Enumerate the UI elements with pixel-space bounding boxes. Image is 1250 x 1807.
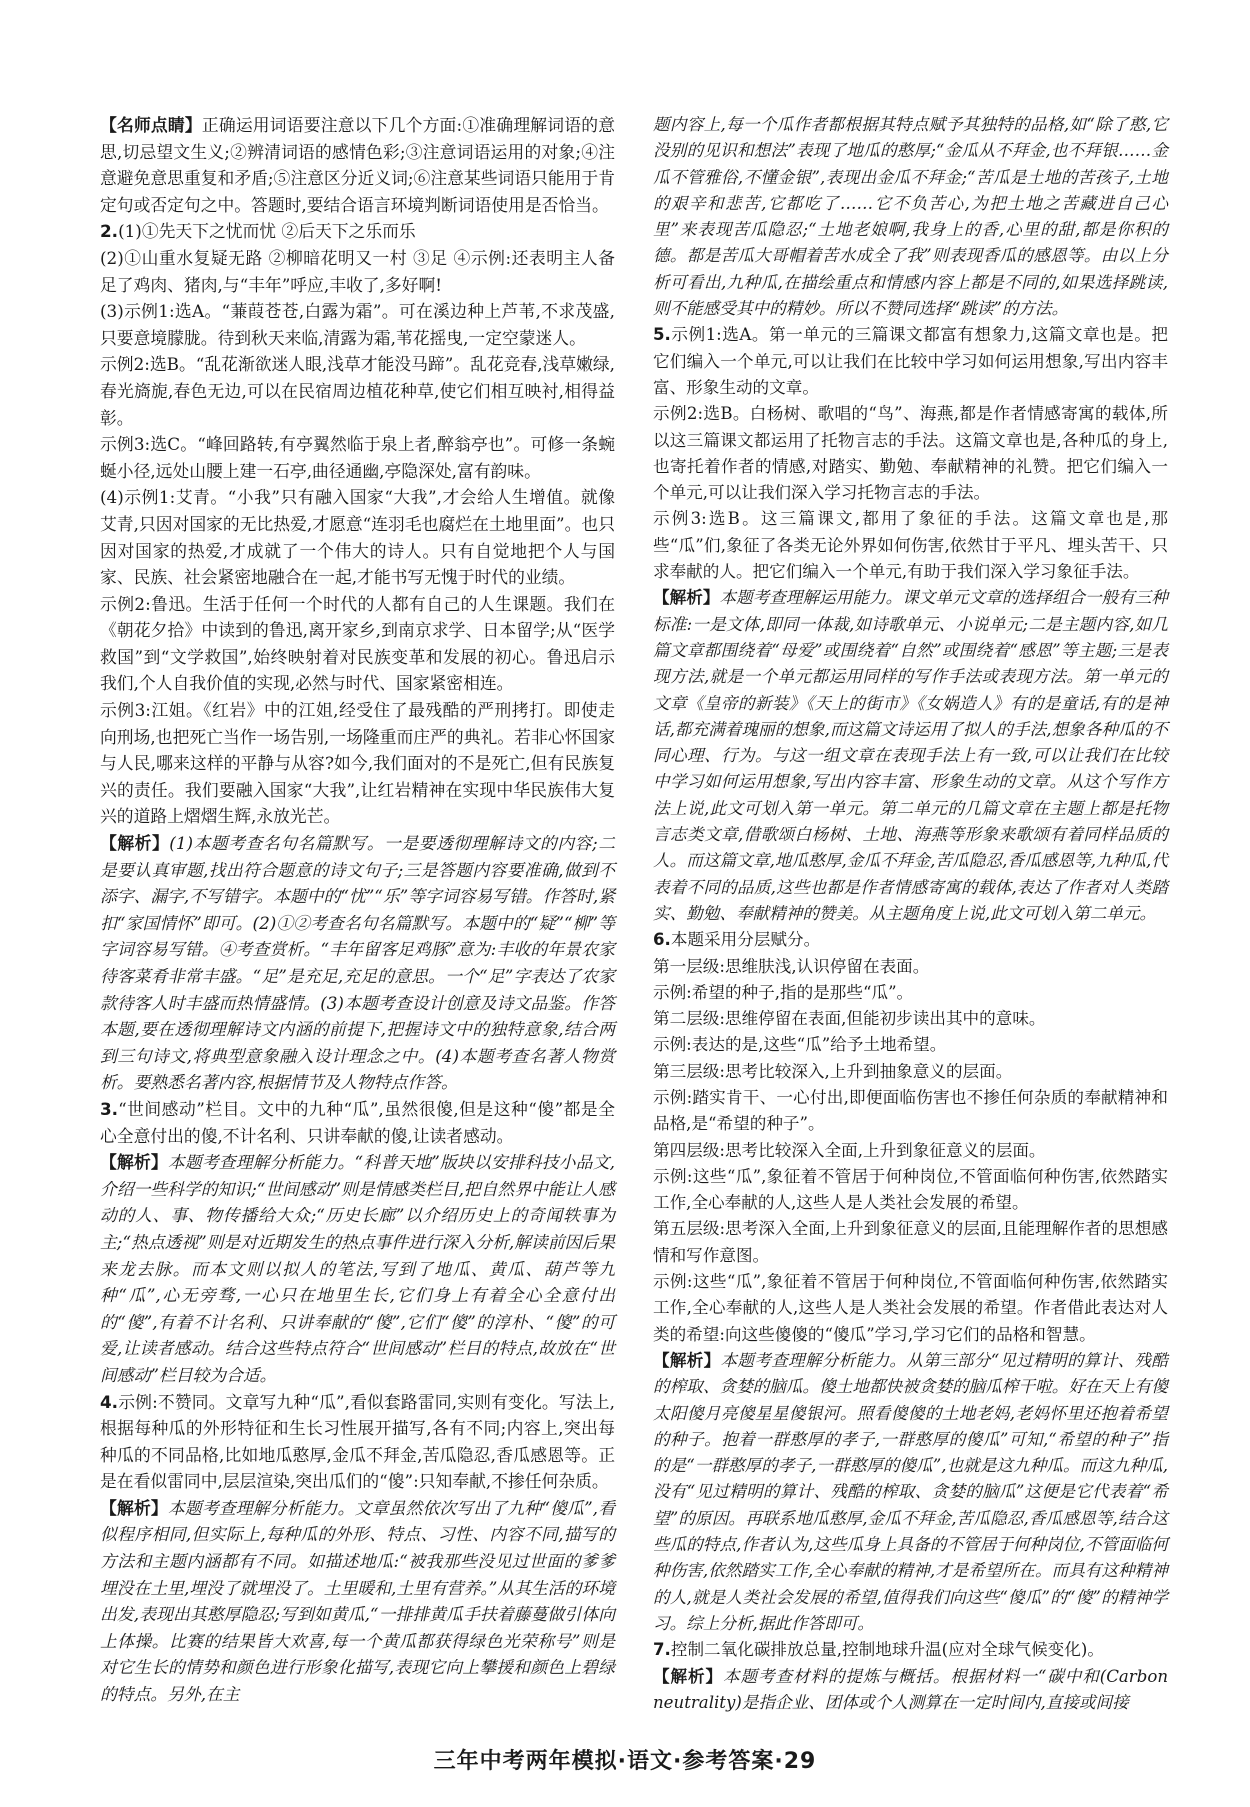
analysis-text: 本题考查理解分析能力。“科普天地”版块以安排科技小品文,介绍一些科学的知识;“世间感动”则是情感类栏目,把自然界中能让人感动的人、事、物传播给大众;“历史长廊”以介绍历史上的奇闻轶事为主;“热点透视”则是对近期发生的热点事件进行深入分析,解读前因后果来龙去脉。而本文则以拟人的笔法,写到了地瓜、黄瓜、葫芦等九种“瓜”,心无旁骛,一心只在地里生长,它们身上有着全心全意付出的“傻”,有着不计名利、只讲奉献的“傻”,它们“傻”的淳朴、“傻”的可爱,让读者感动。结合这些特点符合“世间感动”栏目的特点,故放在“世间感动”栏目较为合适。 bbox=[100, 1152, 615, 1385]
q5-answer-1 bbox=[653, 322, 1168, 401]
answer-text: 示例1:选A。第一单元的三篇课文都富有想象力,这篇文章也是。把它们编入一个单元,可以让我们在比较中学习如何运用想象,写出内容丰富、形象生动的文章。 bbox=[653, 325, 1168, 397]
teacher-tip-tag: 【名师点睛】 bbox=[100, 115, 202, 135]
q6-level5-example: 示例:这些“瓜”,象征着不管居于何种岗位,不管面临何种伤害,依然踏实工作,全心奉献的人,这些人是人类社会发展的希望。作者借此表达对人类的希望:向这些傻傻的“傻瓜”学习,学习它们的品格和智慧。 bbox=[653, 1272, 1168, 1344]
teacher-tip bbox=[100, 112, 615, 218]
question-number: 4. bbox=[100, 1391, 119, 1412]
q7-answer bbox=[653, 1637, 1168, 1663]
q3-answer bbox=[100, 1096, 615, 1149]
q4-analysis bbox=[100, 1495, 615, 1708]
right-column bbox=[653, 112, 1168, 1716]
answer-text: (1)①先天下之忧而忧 ②后天下之乐而乐 bbox=[118, 221, 416, 242]
q2-part4: 示例2:选B。“乱花渐欲迷人眼,浅草才能没马蹄”。乱花竞春,浅草嫩绿,春光旖旎,春色无边,可以在民宿周边植花种草,使它们相互映衬,相得益彰。 bbox=[100, 354, 615, 428]
q2-analysis bbox=[100, 830, 615, 1096]
q6-level5: 第五层级:思考深入全面,上升到象征意义的层面,且能理解作者的思想感情和写作意图。 bbox=[653, 1219, 1168, 1265]
q2-part2: (2)①山重水复疑无路 ②柳暗花明又一村 ③足 ④示例:还表明主人备足了鸡肉、猪肉,与“丰年”呼应,丰收了,多好啊! bbox=[100, 247, 615, 295]
q7-analysis bbox=[653, 1664, 1168, 1717]
q3-analysis bbox=[100, 1149, 615, 1388]
q2-part5: 示例3:选C。“峰回路转,有亭翼然临于泉上者,醉翁亭也”。可修一条蜿蜒小径,远处山腰上建一石亭,曲径通幽,亭隐深处,富有韵味。 bbox=[100, 434, 615, 481]
q6-level3: 第三层级:思考比较深入,上升到抽象意义的层面。 bbox=[653, 1061, 1013, 1081]
question-number: 2. bbox=[100, 221, 119, 242]
teacher-tip-text: 正确运用词语要注意以下几个方面:①准确理解词语的意思,切忌望文生义;②辨清词语的感情色彩;③注意词语运用的对象;④注意避免意思重复和矛盾;⑤注意区分近义词;⑥注意某些词语只能用于肯定句或否定句之中。答题时,要结合语言环境判断词语使用是否恰当。 bbox=[100, 115, 615, 215]
analysis-tag: 【解析】 bbox=[653, 588, 720, 608]
page-footer: 三年中考两年模拟·语文·参考答案·29 bbox=[433, 1749, 817, 1774]
analysis-tag: 【解析】 bbox=[100, 1152, 168, 1173]
q6-analysis bbox=[653, 1348, 1168, 1637]
analysis-text: 本题考查理解分析能力。文章虽然依次写出了九种“傻瓜”,看似程序相同,但实际上,每种瓜的外形、特点、习性、内容不同,描写的方法和主题内涵都有不同。如描述地瓜:“被我那些没见过世面的爹爹埋没在土里,埋没了就埋没了。土里暖和,土里有营养。”从其生活的环境出发,表现出其憨厚隐忍;写到如黄瓜,“一排排黄瓜手扶着藤蔓做引体向上体操。比赛的结果皆大欢喜,每一个黄瓜都获得绿色光荣称号”则是对它生长的情势和颜色进行形象化描写,表现它向上攀援和颜色上碧绿的特点。另外,在主 bbox=[100, 1497, 615, 1705]
answer-text: 示例:不赞同。文章写九种“瓜”,看似套路雷同,实则有变化。写法上,根据每种瓜的外形特征和生长习性展开描写,各有不同;内容上,突出每种瓜的不同品格,比如地瓜憨厚,金瓜不拜金,苦瓜隐忍,香瓜感恩等。正是在看似雷同中,层层渲染,突出瓜们的“傻”:只知奉献,不掺任何杂质。 bbox=[100, 1391, 615, 1492]
q5-answer-2: 示例2:选B。白杨树、歌唱的“鸟”、海燕,都是作者情感寄寓的载体,所以这三篇课文都运用了托物言志的手法。这篇文章也是,各种瓜的身上,也寄托着作者的情感,对踏实、勤勉、奉献精神的礼赞。把它们编入一个单元,可以让我们深入学习托物言志的手法。 bbox=[653, 404, 1168, 503]
q4-answer bbox=[100, 1389, 615, 1495]
question-number: 3. bbox=[100, 1098, 119, 1119]
q2-part1 bbox=[100, 218, 615, 245]
q2-part7: 示例2:鲁迅。生活于任何一个时代的人都有自己的人生课题。我们在《朝花夕拾》中读到的鲁迅,离开家乡,到南京求学、日本留学;从“医学救国”到“文学救国”,始终映射着对民族变革和发展的初心。鲁迅启示我们,个人自我价值的实现,必然与时代、国家紧密相连。 bbox=[100, 593, 615, 694]
q6-level1-example: 示例:希望的种子,指的是那些“瓜”。 bbox=[653, 982, 914, 1002]
q6-intro bbox=[653, 927, 1168, 953]
q6-level3-example: 示例:踏实肯干、一心付出,即便面临伤害也不掺任何杂质的奉献精神和品格,是“希望的种子”。 bbox=[653, 1087, 1168, 1134]
analysis-text: 本题考查理解运用能力。课文单元文章的选择组合一般有三种标准:一是文体,即同一体裁,如诗歌单元、小说单元;二是主题内容,如几篇文章都围绕着“母爱”或围绕着“自然”或围绕着“感恩”等主题;三是表现方法,就是一个单元都运用同样的写作手法或表现方法。第一单元的文章《皇帝的新装》《天上的街市》《女娲造人》有的是童话,有的是神话,都充满着瑰丽的想象,而这篇文诗运用了拟人的手法,想象各种瓜的不同心理、行为。与这一组文章在表现手法上有一致,可以让我们在比较中学习如何运用想象,写出内容丰富、形象生动的文章。从这个写作方法上说,此文可划入第一单元。第二单元的几篇文章在主题上都是托物言志类文章,借歌颂白杨树、土地、海燕等形象来歌颂有着同样品质的人。而这篇文章,地瓜憨厚,金瓜不拜金,苦瓜隐忍,香瓜感恩等,九种瓜,代表着不同的品质,这些也都是作者情感寄寓的载体,表达了作者对人类踏实、勤勉、奉献精神的赞美。从主题角度上说,此文可划入第二单元。 bbox=[653, 588, 1169, 923]
q6-level4: 第四层级:思考比较深入全面,上升到象征意义的层面。 bbox=[653, 1140, 1046, 1160]
q2-part3: (3)示例1:选A。“蒹葭苍苍,白露为霜”。可在溪边种上芦苇,不求茂盛,只要意境朦胧。待到秋天来临,清露为霜,苇花摇曳,一定空蒙迷人。 bbox=[100, 301, 615, 348]
question-number: 6. bbox=[653, 930, 671, 950]
q6-level2: 第二层级:思维停留在表面,但能初步读出其中的意味。 bbox=[653, 1009, 1046, 1029]
question-number: 5. bbox=[653, 325, 671, 345]
q5-analysis bbox=[653, 585, 1168, 927]
left-column bbox=[100, 112, 615, 1708]
answer-text: 控制二氧化碳排放总量,控制地球升温(应对全球气候变化)。 bbox=[670, 1640, 1104, 1660]
q2-part6: (4)示例1:艾青。“小我”只有融入国家“大我”,才会给人生增值。就像艾青,只因对国家的无比热爱,才愿意“连羽毛也腐烂在土地里面”。也只因对国家的热爱,才成就了一个伟大的诗人。只有自觉地把个人与国家、民族、社会紧密地融合在一起,才能书写无愧于时代的业绩。 bbox=[100, 487, 615, 588]
q2-part8: 示例3:江姐。《红岩》中的江姐,经受住了最残酷的严刑拷打。即使走向刑场,也把死亡当作一场告别,一场隆重而庄严的典礼。若非心怀国家与人民,哪来这样的平静与从容?如今,我们面对的不是死亡,但有民族复兴的责任。我们要融入国家“大我”,让红岩精神在实现中华民族伟大复兴的道路上熠熠生辉,永放光芒。 bbox=[100, 700, 615, 827]
question-number: 7. bbox=[653, 1640, 671, 1660]
analysis-tag: 【解析】 bbox=[100, 1497, 168, 1518]
answer-text: 本题采用分层赋分。 bbox=[670, 930, 821, 950]
q4-analysis-continued: 题内容上,每一个瓜作者都根据其特点赋予其独特的品格,如“除了憨,它没别的见识和想法”表现了地瓜的憨厚;“金瓜从不拜金,也不拜银……金瓜不管雅俗,不懂金银”,表现出金瓜不拜金;“苦瓜是土地的苦孩子,土地的艰辛和悲苦,它都吃了……它不负苦心,为把土地之苦藏进自己心里”来表现苦瓜隐忍;“土地老娘啊,我身上的香,心里的甜,都是你积的德。都是苦瓜大哥帽着苦水成全了我”则表现香瓜的感恩等。由以上分析可看出,九种瓜,在描绘重点和情感内容上都是不同的,如果选择跳读,则不能感受其中的精妙。所以不赞同选择“跳读”的方法。 bbox=[653, 115, 1168, 319]
answer-text: “世间感动”栏目。文中的九种“瓜”,虽然很傻,但是这种“傻”都是全心全意付出的傻,不计名利、只讲奉献的傻,让读者感动。 bbox=[100, 1098, 615, 1146]
analysis-tag: 【解析】 bbox=[653, 1350, 721, 1370]
analysis-text: 本题考查理解分析能力。从第三部分“见过精明的算计、残酷的榨取、贪婪的脑瓜。傻土地都快被贪婪的脑瓜榨干啦。好在天上有傻太阳傻月亮傻星星傻银河。照看傻傻的土地老妈,老妈怀里还抱着希望的种子。抱着一群憨厚的孝子,一群憨厚的傻瓜”可知,“希望的种子”指的是“一群憨厚的孝子,一群憨厚的傻瓜”,也就是这九种瓜。而这九种瓜,没有“见过精明的算计、残酷的榨取、贪婪的脑瓜”这便是它代表着“希望”的原因。再联系地瓜憨厚,金瓜不拜金,苦瓜隐忍,香瓜感恩等,结合这些瓜的特点,作者认为,这些瓜身上具备的不管居于何种岗位,不管面临何种伤害,依然踏实工作,全心奉献的精神,才是希望所在。而具有这种精神的人,就是人类社会发展的希望,值得我们向这些“傻瓜”的“傻”的精神学习。综上分析,据此作答即可。 bbox=[653, 1350, 1169, 1633]
q6-level4-example: 示例:这些“瓜”,象征着不管居于何种岗位,不管面临何种伤害,依然踏实工作,全心奉献的人,这些人是人类社会发展的希望。 bbox=[653, 1166, 1168, 1213]
q6-level2-example: 示例:表达的是,这些“瓜”给予土地希望。 bbox=[653, 1035, 947, 1055]
q6-level1: 第一层级:思维肤浅,认识停留在表面。 bbox=[653, 956, 930, 976]
analysis-text: (1)本题考查名句名篇默写。一是要透彻理解诗文的内容;二是要认真审题,找出符合题意的诗文句子;三是答题内容要准确,做到不添字、漏字,不写错字。本题中的“忧”“乐”等字词容易写错。作答时,紧扣“家国情怀”即可。(2)①②考查名句名篇默写。本题中的“疑”“柳”等字词容易写错。④考查赏析。“丰年留客足鸡豚”意为:丰收的年景农家待客菜肴非常丰盛。“足”是充足,充足的意思。一个“足”字表达了农家款待客人时丰盛而热情盛情。(3)本题考查设计创意及诗文品鉴。作答本题,要在透彻理解诗文内涵的前提下,把握诗文中的独特意象,结合两到三句诗文,将典型意象融入设计理念之中。(4)本题考查名著人物赏析。要熟悉名著内容,根据情节及人物特点作答。 bbox=[100, 833, 615, 1093]
analysis-tag: 【解析】 bbox=[653, 1666, 723, 1686]
q5-answer-3: 示例3:选B。这三篇课文,都用了象征的手法。这篇文章也是,那些“瓜”们,象征了各类无论外界如何伤害,依然甘于平凡、埋头苦干、只求奉献的人。把它们编入一个单元,有助于我们深入学习象征手法。 bbox=[653, 509, 1168, 582]
analysis-tag: 【解析】 bbox=[100, 833, 170, 854]
analysis-text: 本题考查材料的提炼与概括。根据材料一“碳中和(Carbon neutrality)是指企业、团体或个人测算在一定时间内,直接或间接 bbox=[653, 1666, 1169, 1712]
